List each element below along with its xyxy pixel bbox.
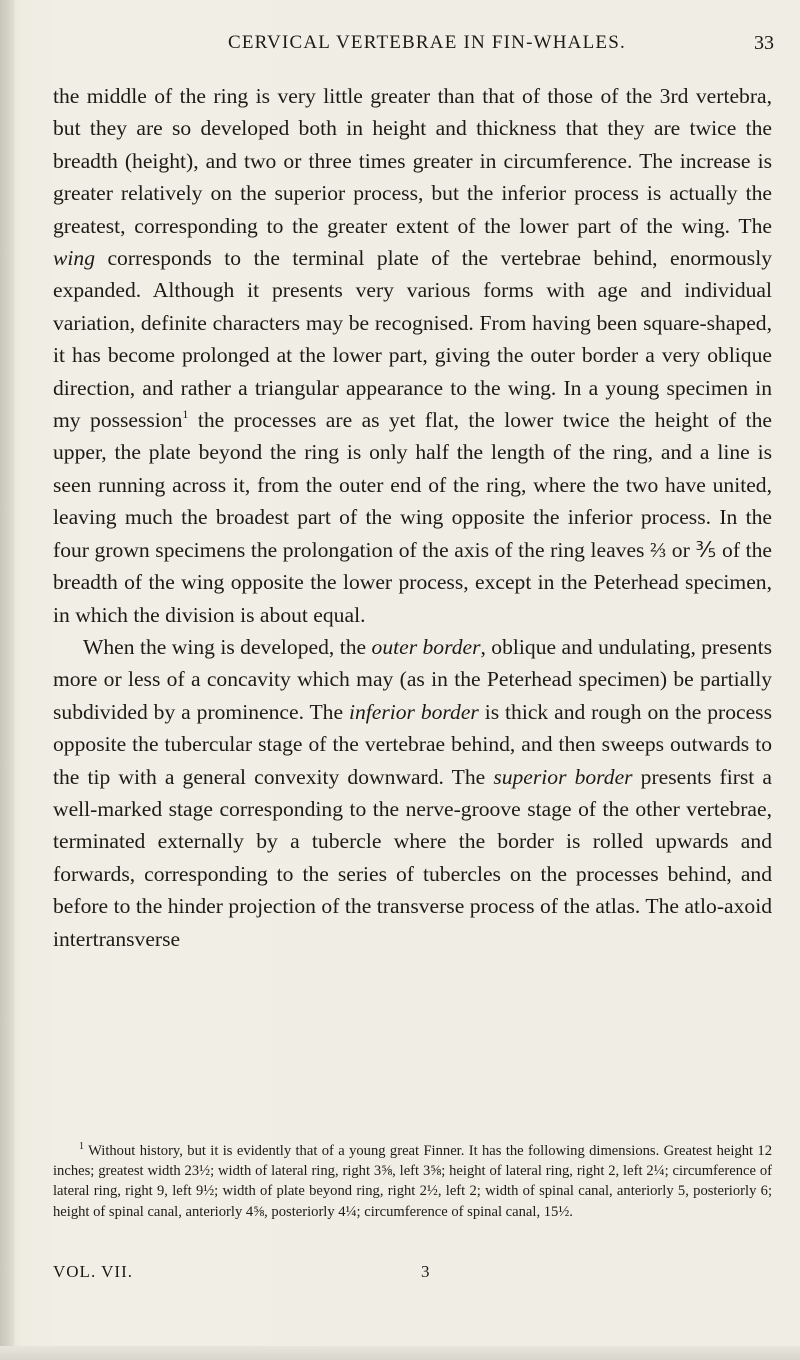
footnote-reference: 1 xyxy=(182,407,189,422)
text-run: the middle of the ring is very little greater than that of those of the 3rd vertebra, but they are so developed both in height and thickness that they are twice the breadth (height), and two or three times greater in circumference. The increase is greater relatively on the superior process, but the inferior process is actually the greatest, corresponding to the greater extent of the lower part of the wing. The xyxy=(53,84,772,238)
volume-label: VOL. VII. xyxy=(53,1262,133,1281)
text-run: the processes are as yet flat, the lower twice the height of the upper, the plate beyond the ring is only half the length of the ring, and a line is seen running across it, from the outer end of the ring, where the two have united, leaving much the broadest part of the wing opposite the inferior process. In the four grown specimens the prolongation of the axis of the ring leaves ⅔ or ⅗ of the breadth of the wing opposite the lower process, except in the Peterhead specimen, in which the division is about equal. xyxy=(53,408,772,627)
italic-term-superior-border: superior border xyxy=(493,764,633,789)
footnote-text: Without history, but it is evidently that of a young great Finner. It has the following dimensions. Greatest height 12 inches; greatest width 23½; width of lateral ring, right 3⅝, left 3⅝; height of lateral ring, right 2, left 2¼; circumference of lateral ring, right 9, left 9½; width of plate beyond ring, right 2½, left 2; width of spinal canal, anteriorly 5, posteriorly 6; height of spinal canal, anteriorly 4⅝, posteriorly 4¼; circumference of spinal canal, 15½. xyxy=(53,1143,772,1220)
text-run: , oblique and undulating, presents more or less of a concavity which may (as in the Peterhead specimen) be partially subdivided by a prominence. The xyxy=(53,634,773,724)
italic-term-inferior-border: inferior border xyxy=(348,699,479,724)
page-gutter xyxy=(0,0,14,1360)
page-bottom-edge xyxy=(0,1346,800,1360)
text-run: When the wing is developed, the xyxy=(83,634,372,659)
italic-term-wing: wing xyxy=(53,246,95,271)
signature-mark: 3 xyxy=(421,1262,430,1281)
text-run: corresponds to the terminal plate of the vertebrae behind, enormously expanded. Although it presents very various forms with age and individual variation, definite characters may be recognised. From having been square-shaped, it has become prolonged at the lower part, giving the outer border a very oblique direction, and rather a triangular appearance to the wing. In a young specimen in my possession xyxy=(53,246,772,433)
text-run: is thick and rough on the process opposite the tubercular stage of the vertebrae behind, and then sweeps outwards to the tip with a general convexity downward. The xyxy=(53,699,772,789)
text-run: presents first a well-marked stage corresponding to the nerve-groove stage of the other vertebrae, terminated externally by a tubercle where the border is rolled upwards and forwards, corresponding to the series of tubercles on the processes behind, and before to the hinder projection of the transverse process of the atlas. The atlo-axoid intertransverse xyxy=(53,764,772,951)
footnote xyxy=(53,1141,772,1222)
paragraph-1 xyxy=(53,80,772,631)
paragraph-2 xyxy=(53,631,772,955)
page-footer xyxy=(0,1262,800,1288)
italic-term-outer-border: outer border xyxy=(371,634,481,659)
page-header xyxy=(0,30,800,60)
running-head: CERVICAL VERTEBRAE IN FIN-WHALES. xyxy=(228,32,626,53)
body-text xyxy=(53,80,772,955)
page-number: 33 xyxy=(754,32,774,54)
footnote-mark: 1 xyxy=(79,1141,84,1152)
